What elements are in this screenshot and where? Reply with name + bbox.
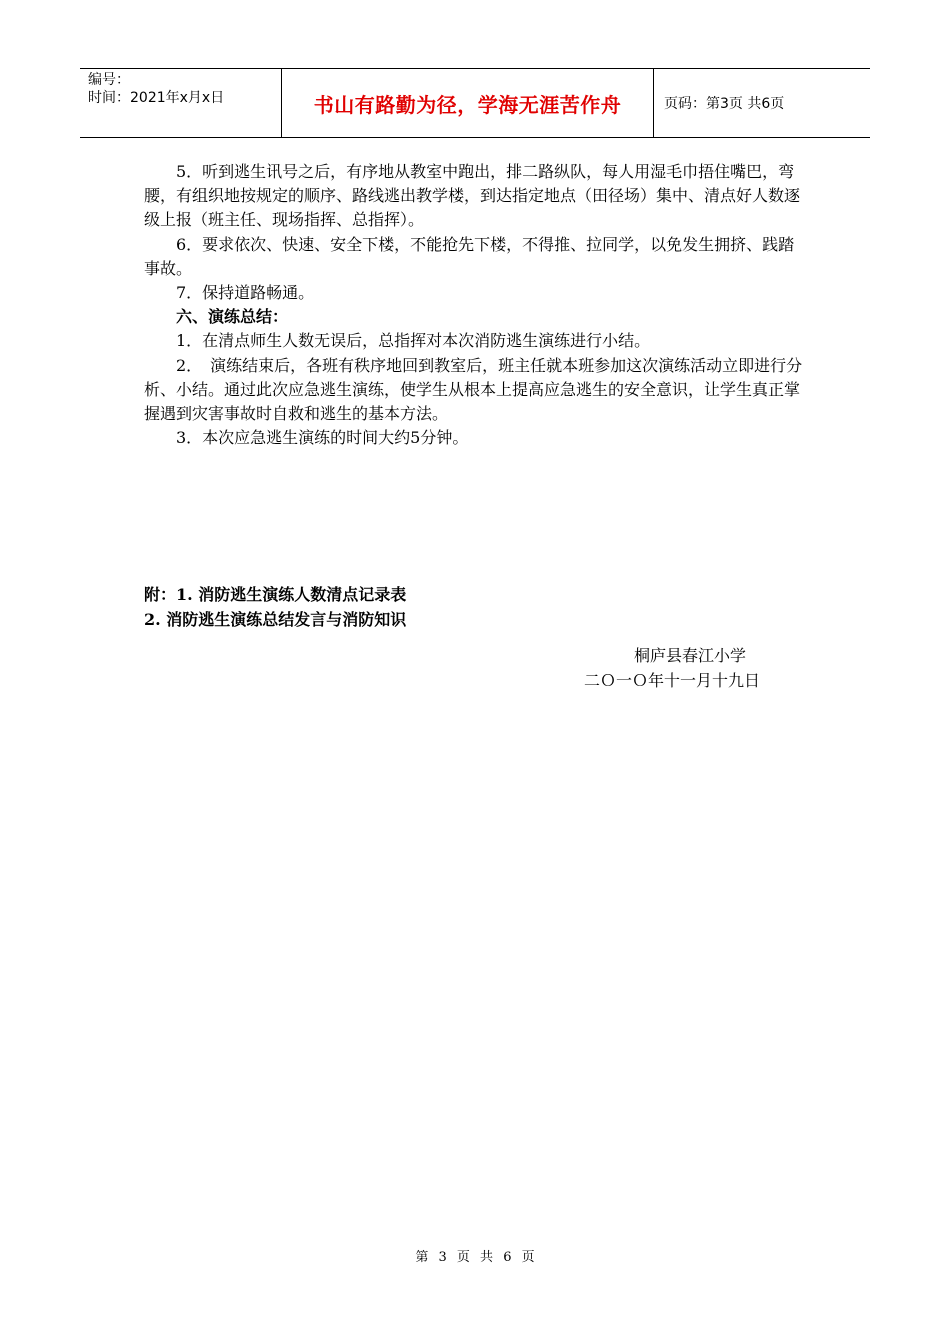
appendix: [144, 583, 406, 632]
summary-item-3: 3．本次应急逃生演练的时间大约5分钟。: [176, 428, 469, 448]
summary-item-2: 2． 演练结束后，各班有秩序地回到教室后，班主任就本班参加这次演练活动立即进行分析、小结。通过此次应急逃生演练，使学生从根本上提高应急逃生的安全意识，让学生真正掌握遇到灾害事故时自救和逃生的基本方法。: [144, 355, 803, 424]
paragraph-5: 5．听到逃生讯号之后，有序地从教室中跑出，排二路纵队，每人用湿毛巾捂住嘴巴，弯腰，有组织地按规定的顺序、路线逃出教学楼，到达指定地点（田径场）集中、清点好人数逐级上报（班主任、现场指挥、总指挥）。: [144, 162, 801, 230]
header-motto-cell: [282, 69, 654, 137]
paragraph-7: 7．保持道路畅通。: [176, 283, 315, 303]
header-motto: 书山有路勤为径，学海无涯苦作舟: [313, 92, 622, 117]
page-footer: 第 3 页 共 6 页: [415, 1250, 535, 1265]
page-header: [80, 68, 870, 138]
header-page-info: 页码：第3页 共6页: [664, 96, 785, 112]
summary-item-1: 1．在清点师生人数无误后，总指挥对本次消防逃生演练进行小结。: [176, 331, 651, 351]
signature-block: [144, 644, 808, 693]
serial-label: 编号：: [88, 72, 130, 88]
paragraph-6: 6．要求依次、快速、安全下楼，不能抢先下楼，不得推、拉同学，以免发生拥挤、践踏事故。: [144, 234, 795, 278]
appendix-item-1: 附：1. 消防逃生演练人数清点记录表: [144, 585, 407, 604]
signature-org: 桐庐县春江小学: [634, 646, 747, 665]
header-meta: [80, 69, 282, 137]
time-label: 时间：2021年x月x日: [88, 90, 225, 106]
appendix-item-2: 2. 消防逃生演练总结发言与消防知识: [144, 609, 407, 629]
signature-date: 二Ｏ一Ｏ年十一月十九日: [584, 670, 761, 690]
section-title-summary: 六、演练总结：: [176, 307, 289, 327]
